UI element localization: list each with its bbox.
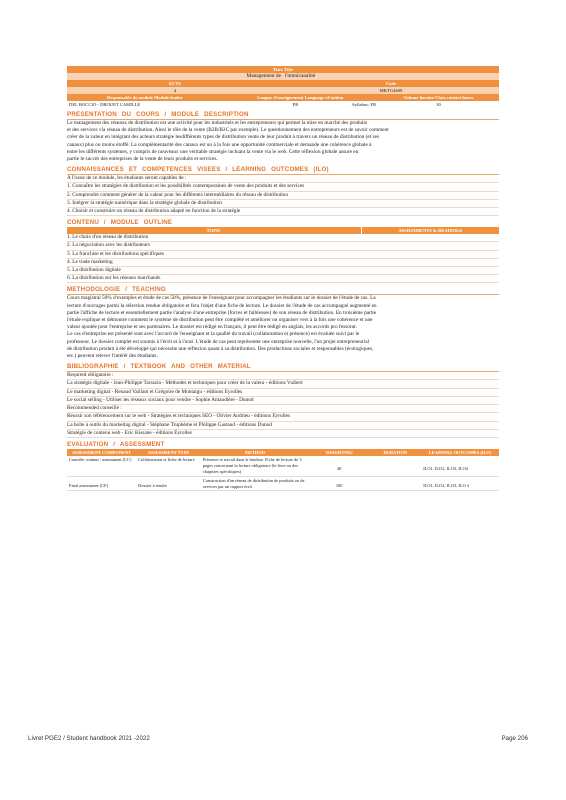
col-method: METHOD: [244, 449, 265, 455]
method-text: [67, 295, 499, 360]
course-sheet: [67, 66, 499, 491]
table-row: [67, 267, 499, 275]
method-line: lecture d'ouvrages parmi la sélection rendue obligatoire et fera l'objet d'une fiche de lecture. Le dossier de l'étude de cas accompagné augmenté en: [67, 302, 377, 309]
col-responsable: Responsable de module Module leader: [106, 95, 183, 100]
objective-item: 3. Intégrer la stratégie numérique dans la stratégie globale de distribution: [67, 200, 499, 208]
bibliography-item: La stratégie digitale - Jean-Philippe Tarrazin - Méthodes et techniques pour créer de la valeur - éditions Vuibert: [67, 380, 499, 388]
presentation-line: Le management des réseaux de distribution est une activité pour les industriels et les entrepreneurs qui permet la mise en marché des produits: [67, 120, 368, 126]
evaluation-table: [67, 449, 499, 491]
eval-ilo: ILO1, ILO2, ILO3, ILO 4: [423, 482, 469, 488]
title-value-fr: Management de: [246, 73, 281, 79]
topic-cell: 4. Le trade marketing: [67, 258, 113, 265]
title-value-en: l'omnicanalité: [285, 73, 316, 79]
header-table: [67, 66, 499, 108]
objective-item: A l'issue de ce module, les étudiants seront capables de :: [67, 175, 499, 183]
objective-item: 1. Connaître les stratégies de distribution et les possibilités contemporaines de vente des produits et des services: [67, 183, 499, 191]
bibliography-title: BIBLIOGRAPHIE / TEXTBOOK AND OTHER MATERIAL: [67, 363, 251, 371]
leader-value: DEL BOCCIO - DROUET CAMILLE: [69, 102, 141, 107]
presentation-text: [67, 120, 499, 163]
code-label: Code: [385, 81, 397, 86]
objectives-title: CONNAISSANCES ET COMPETENCES VISEES / LEARNING OUTCOMES (ILO): [67, 166, 329, 174]
col-ilo: LEARNING OUTCOMES (ILO): [428, 449, 492, 455]
col-langue: Langue d'enseignement Language of tuition: [257, 95, 344, 100]
method-line: etc.) peuvent relever l'intérêt des étudiants.: [67, 353, 158, 360]
method-title: METHODOLOGIE / TEACHING: [67, 286, 166, 294]
table-row: [67, 259, 499, 267]
ects-value: 4: [173, 88, 177, 93]
bibliography-item: Le social selling - Utiliser les réseaux sociaux pour vendre - Sophie Amaudière - Dunod: [67, 397, 499, 405]
table-row: [67, 275, 499, 283]
eval-method: Construction d'un réseau de distribution de produits ou de services par un rapport écrit: [202, 477, 305, 489]
eval-type: Collaboration et fiche de lecture: [138, 457, 195, 463]
title-label: Titre Title: [273, 67, 293, 72]
bibliography-item: Le marketing digital - Renaud Vaillant et Grégoire de Montaigu - éditions Eyrolles: [67, 389, 499, 397]
col-type: ASSESSMENT TYPE: [147, 449, 190, 455]
page-footer: [28, 735, 528, 742]
bibliography-item: Stratégie de contenu web - Eric Kissane - éditions Eyrolles: [67, 430, 499, 438]
bibliography-item: La boîte à outils du marketing digital - Stéphane Truphème et Philippe Gastaud - éditions Dunod: [67, 422, 499, 430]
bibliography-item: Required obligatoire :: [67, 372, 499, 380]
ects-label: ECTS: [168, 81, 181, 86]
col-component: ASSESSMENT COMPONENT: [72, 449, 132, 455]
eval-ilo: ILO1, ILO2, ILO3, ILO4: [423, 466, 468, 472]
presentation-line: et des services via réseau de distribution. Ainsi le rôle de la vente (B2B/B2C par exemple). Le questionnement des entrepreneurs est de savoir comment: [67, 127, 389, 134]
table-row: [67, 251, 499, 259]
table-row: [67, 234, 499, 242]
eval-weighting: 100: [335, 482, 343, 488]
presentation-line: créer de la valeur en intégrant des acteurs stratégie lesdifférents types de distribution vente de leur produit à travers un réseau de distribution (et ses: [67, 134, 380, 141]
col-duration: DURATION: [383, 449, 408, 455]
page-number: Page 206: [501, 735, 528, 742]
topic-cell: 2. La négociation avec les distributeurs: [67, 242, 150, 249]
content-table: [67, 227, 499, 283]
bibliography-item: Réussir son référencement sur le web - Stratégies et techniques SEO - Olivier Andrieu - éditions Eyrolles: [67, 413, 499, 421]
bibliography-list: [67, 372, 499, 438]
objectives-list: [67, 175, 499, 216]
eval-component: Final assessment (CF): [69, 482, 109, 488]
method-line: partie l'affiche de lecture et essentiellement partie l'analyse d'une entreprise (forces et faiblesses) de son réseau de distribution. En troisième partie: [67, 309, 377, 316]
topic-cell: 6. La distribution sur les réseaux marchands: [67, 275, 161, 282]
content-title: CONTENU / MODULE OUTLINE: [67, 219, 173, 227]
presentation-line: partie le succès des entreprises de la vente de leurs produits et services.: [67, 156, 218, 163]
col-weighting: WEIGHTING: [325, 449, 353, 455]
eval-duration: [369, 477, 421, 491]
method-line: de distribution produit à été développé qui nécessite une réflexion quant à sa distribution. Des productions sociales et responsables (écologiques,: [67, 345, 374, 352]
eval-weighting: 40: [336, 466, 342, 472]
table-row: [67, 242, 499, 250]
presentation-line: canaux) plus ou moins étoffé. La complémentarité des canaux est un à la fois une opportunité commerciale et demande une cohérence globale à: [67, 141, 372, 148]
method-line: l'étude explique et démontre comment le système de distribution peut être complété et améliorer ou organiser vers à la fois une cohérence et une: [67, 317, 373, 324]
presentation-line: entre les différents systèmes, y compris de nouveaux une véritable stratégie incluant la vente via le web. Cette réflexion globale assure en: [67, 148, 359, 155]
bibliography-item: Recommended conseillé :: [67, 405, 499, 413]
topic-cell: 5. La distribution digitale: [67, 267, 121, 274]
topic-cell: 3. La franchise et les distributions spécifiques: [67, 250, 164, 257]
lang-syllabus: Syllabus: FR: [352, 102, 377, 107]
table-row: [67, 477, 499, 492]
evaluation-title: EVALUATION / ASSESSMENT: [67, 440, 165, 448]
objective-item: 4. Choisir et construire un réseau de distribution adapté en fonction de la stratégie: [67, 208, 499, 216]
eval-type: Dossier à rendre: [138, 482, 167, 488]
lang-fr: FR: [292, 102, 299, 107]
eval-component: Contrôle continu / assessment (CC): [69, 457, 132, 463]
presentation-title: PRESENTATION DU COURS / MODULE DESCRIPTION: [67, 111, 249, 118]
topic-cell: 1. Le choix d'un réseau de distribution: [67, 234, 149, 241]
method-line: Le cas d'entreprise est présenté sont avec l'accord de l'enseignant et la qualité du travail (collaboration et présence) est évaluée suivi par le: [67, 331, 360, 338]
code-value: MKTG4609: [379, 88, 403, 93]
col-assignments: ASSIGNMENTS & READINGS: [361, 227, 499, 234]
objective-item: 2. Comprendre comment générer de la valeur pour les différents intermédiaires du réseau de distribution: [67, 192, 499, 200]
method-line: valeur ajoutée pour l'entreprise et ses partenaires. Le dossier est rédigé en français, il peut être rédigé en anglais, les accords pro fessorat.: [67, 324, 357, 331]
eval-duration: [369, 456, 421, 475]
footer-handbook-label: Livret PGE2 / Student handbook 2021 -2022: [28, 735, 150, 742]
hours-value: 30: [436, 102, 441, 107]
eval-method: Présence et travail dans le binôme. Fiche de lecture de 3 pages concernant la lecture obligatoire (le livre ou des chapitres spécifiques): [202, 457, 302, 474]
table-row: [67, 456, 499, 476]
method-line: professeur. Le dossier complet est soumis à l'écrit et à l'oral. L'étude de cas peut représenter une entreprise nouvelle, l'un projet entrepreneurial: [67, 338, 370, 345]
col-volume: Volume horaire Class contact hours: [403, 95, 474, 100]
col-topic: TOPIC: [67, 227, 361, 234]
method-line: Cours magistral 50% d'exemples et étude de cas 50%, présence de l'enseignant pour accompagner les étudiants sur le dossier de l'étude de cas. La: [67, 295, 376, 302]
